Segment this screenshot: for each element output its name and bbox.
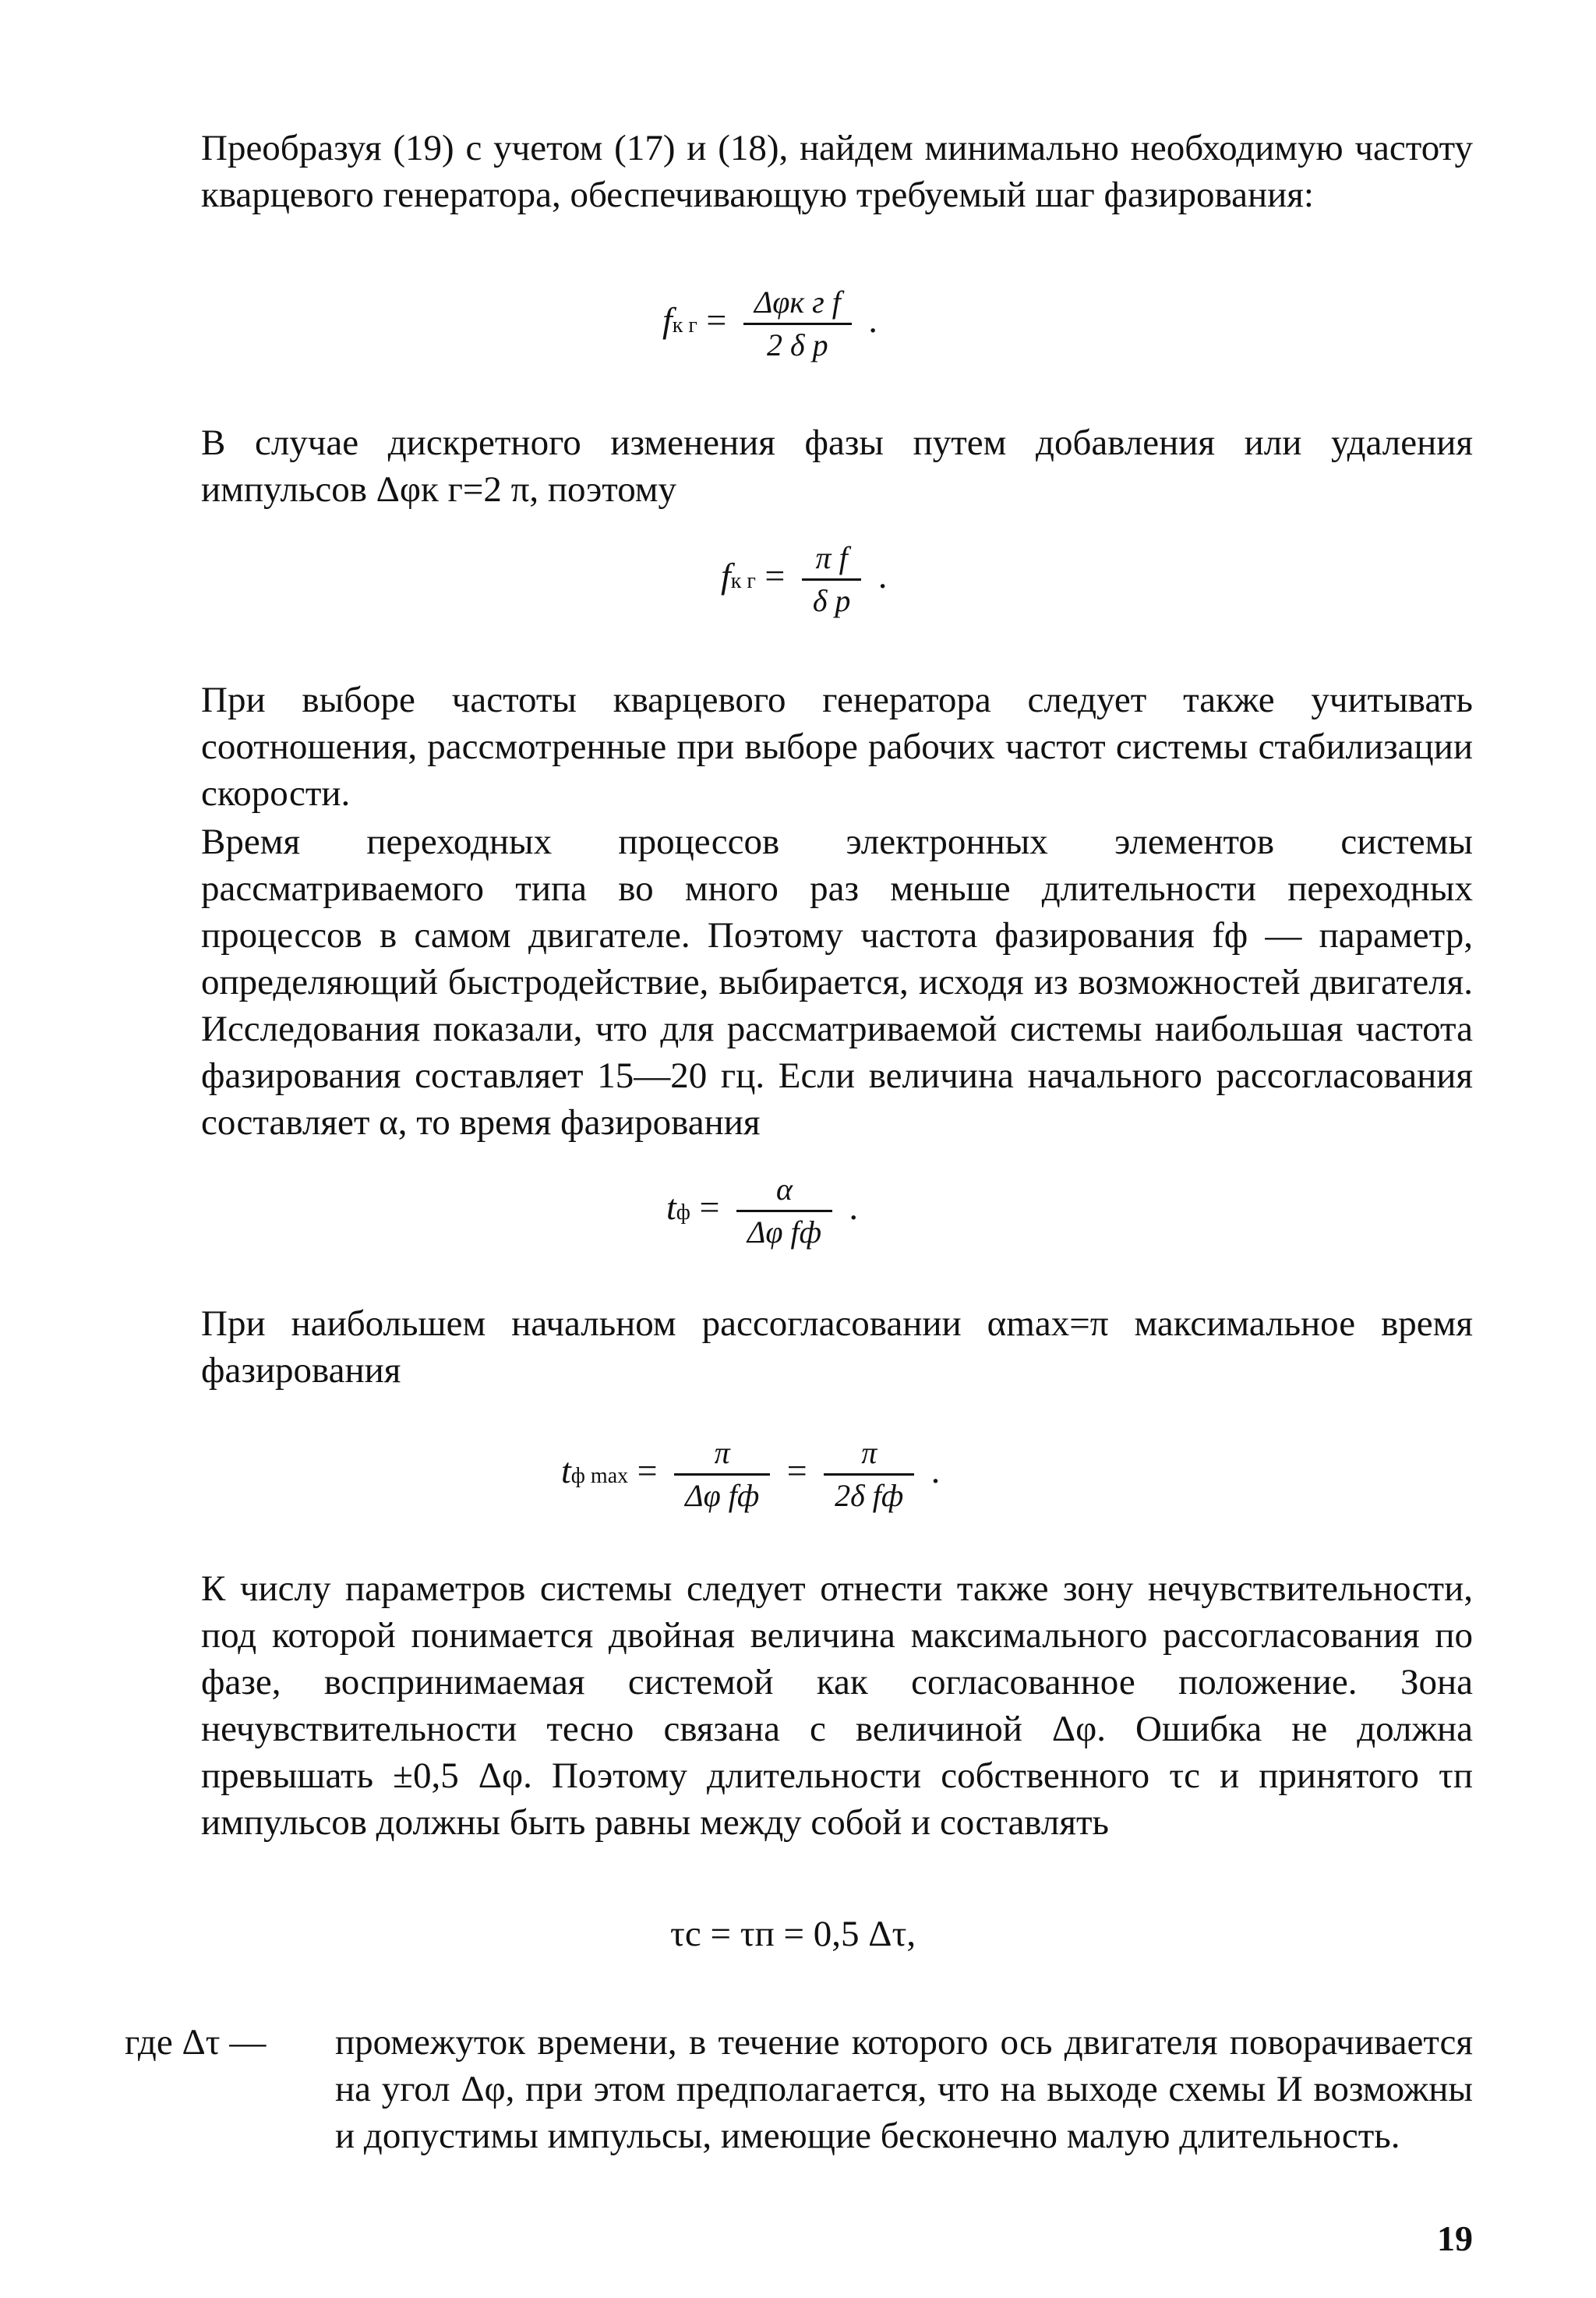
formula-4-eq: =: [637, 1451, 658, 1491]
formula-3-lhs-sub: ф: [676, 1200, 690, 1225]
formula-4-denominator-2: 2δ fф: [824, 1473, 914, 1516]
formula-2-fraction: [802, 538, 862, 621]
formula-1-eq: =: [706, 300, 727, 341]
formula-crystal-frequency-discrete: [721, 538, 887, 621]
formula-3-fraction: [736, 1169, 832, 1253]
formula-3-denominator: Δφ fф: [736, 1210, 832, 1253]
formula-max-phasing-time: [561, 1433, 940, 1516]
formula-3-end: .: [849, 1187, 859, 1228]
formula-2-denominator: δ p: [802, 578, 862, 621]
formula-4-lhs-sub: ф max: [570, 1464, 629, 1489]
paragraph-3: При выборе частоты кварцевого генератора следует также учитывать соотношения, рассмотренные при выборе рабочих частот системы стабилизации скорости.: [201, 680, 1473, 814]
formula-1-fraction: [743, 282, 852, 366]
formula-4-end: .: [930, 1451, 941, 1491]
formula-3-numerator: α: [775, 1172, 793, 1207]
formula-1-denominator: 2 δ p: [743, 323, 852, 366]
formula-4-numerator-2: π: [861, 1435, 877, 1470]
paragraph-6: К числу параметров системы следует отнести также зону нечувствительности, под которой понимается двойная величина максимального рассогласования по фазе, воспринимаемая системой как согласованное положение. Зона нечувствительности тесно связана с величиной Δφ. Ошибка не должна превышать ±0,5 Δφ. Поэтому длительности собственного τс и принятого τп импульсов должны быть равны между собой и составлять: [201, 1568, 1473, 1843]
formula-1-end: .: [868, 300, 877, 341]
formula-1-lhs-sub: к г: [672, 313, 697, 338]
formula-2-lhs: f: [721, 556, 731, 596]
formula-4-lhs: t: [561, 1451, 571, 1491]
formula-4-denominator-1: Δφ fф: [674, 1473, 770, 1516]
formula-2-end: .: [877, 556, 888, 596]
paragraph-2: В случае дискретного изменения фазы путем добавления или удаления импульсов Δφк г=2 π, поэтому: [201, 422, 1473, 510]
formula-4-fraction-1: [674, 1433, 770, 1516]
formula-1-lhs: f: [662, 300, 673, 341]
formula-4-eq-2: =: [786, 1451, 807, 1491]
formula-2-numerator: π f: [815, 540, 848, 575]
formula-2-eq: =: [764, 556, 786, 596]
formula-crystal-frequency: [662, 282, 877, 366]
formula-pulse-duration: τс = τп = 0,5 Δτ,: [670, 1914, 916, 1954]
definition-lead: где Δτ —: [125, 2022, 267, 2063]
formula-4-fraction-2: [824, 1433, 914, 1516]
paragraph-5: При наибольшем начальном рассогласовании αmax=π максимальное время фазирования: [201, 1303, 1473, 1391]
formula-1-numerator: Δφк г f: [754, 285, 841, 320]
paragraph-1: Преобразуя (19) с учетом (17) и (18), найдем минимально необходимую частоту кварцевого генератора, обеспечивающую требуемый шаг фазирования:: [201, 128, 1473, 215]
paragraph-4: Время переходных процессов электронных элементов системы рассматриваемого типа во много раз меньше длительности переходных процессов в самом двигателе. Поэтому частота фазирования fф — параметр, определяющий быстродействие, выбирается, исходя из возможностей двигателя. Исследования показали, что для рассматриваемой системы наибольшая частота фазирования составляет 15—20 гц. Если величина начального рассогласования составляет α, то время фазирования: [201, 822, 1473, 1143]
formula-3-lhs: t: [666, 1187, 676, 1228]
definition-text: промежуток времени, в течение которого ось двигателя поворачивается на угол Δφ, при этом предполагается, что на выходе схемы И возможны и допустимы импульсы, имеющие бесконечно малую длительность.: [335, 2022, 1473, 2156]
formula-2-lhs-sub: к г: [730, 569, 756, 594]
page-number: 19: [1437, 2218, 1473, 2258]
formula-3-eq: =: [699, 1187, 720, 1228]
formula-4-numerator-1: π: [714, 1435, 730, 1470]
formula-phasing-time: [666, 1169, 858, 1253]
